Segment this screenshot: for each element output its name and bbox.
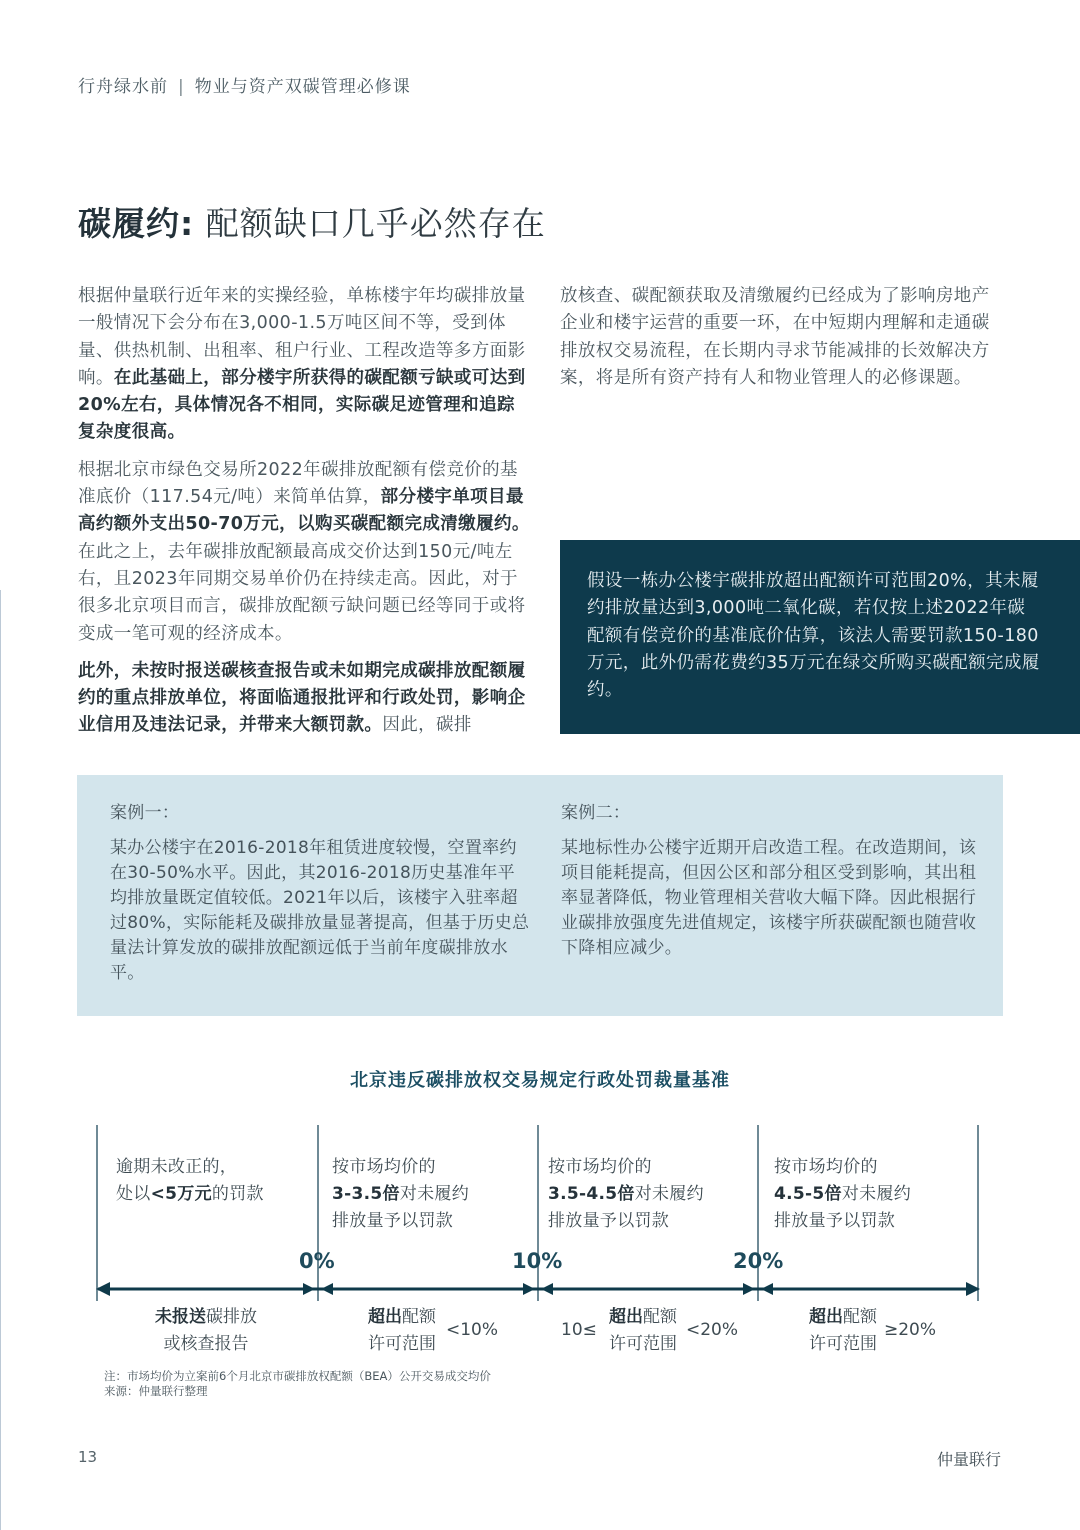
divider-line — [537, 1125, 539, 1301]
b3-bold: 超出 — [609, 1307, 643, 1327]
running-header — [78, 72, 411, 97]
p1-text: 根据仲量联行近年来的实操经验，单栋楼宇年均碳排放量一般情况下会分布在3,000-1.5万吨区间不等，受到体量、供热机制、出租率、租户行业、工程改造等多方面影响。 — [78, 286, 526, 388]
b2-line2: 许可范围 — [368, 1334, 436, 1354]
b2-line1 — [362, 1304, 442, 1331]
b1-line2: 或核查报告 — [163, 1334, 249, 1354]
chart-note — [104, 1369, 491, 1399]
note-line: 注：市场均价为立案前6个月北京市碳排放权配额（BEA）公开交易成交均价 — [104, 1369, 491, 1383]
bottom-label-2 — [362, 1304, 442, 1358]
arrowhead-10-left — [541, 1283, 553, 1295]
case-one-title: 案例一： — [110, 803, 180, 823]
paragraph-right: 放核查、碳配额获取及清缴履约已经成为了影响房地产企业和楼宇运营的重要一环，在中短期内理解和走通碳排放权交易流程，在长期内寻求节能减排的长效解决方案，将是所有资产持有人和物业管理人的必修课题。 — [560, 286, 990, 388]
seg4-line2 — [774, 1181, 911, 1208]
seg3-bold: 3.5-4.5倍 — [548, 1184, 635, 1204]
chart-title: 北京违反碳排放权交易规定行政处罚裁量基准 — [350, 1070, 730, 1091]
seg2-bold: 3-3.5倍 — [332, 1184, 400, 1204]
b4-rest: 配额 — [843, 1307, 877, 1327]
arrowhead-20-right — [743, 1283, 755, 1295]
case-two-text: 某地标性办公楼宇近期开启改造工程。在改造期间，该项目能耗提高，但因公区和部分租区受到影响，其出租率显著降低，物业管理相关营收大幅下降。因此根据行业碳排放强度先进值规定，该楼宇所获碳配额也随营收下降相应减少。 — [561, 838, 977, 958]
arrow-right-head — [966, 1282, 980, 1296]
b3-line2: 许可范围 — [609, 1334, 677, 1354]
b2-bold: 超出 — [368, 1307, 402, 1327]
paragraph-3 — [78, 658, 530, 740]
seg4-bold: 4.5-5倍 — [774, 1184, 842, 1204]
arrow-left-head — [96, 1282, 110, 1296]
penalty-segment-2 — [332, 1154, 469, 1235]
left-column — [78, 283, 530, 750]
arrowhead-10-right — [523, 1283, 535, 1295]
threshold-0-percent: 0% — [299, 1249, 335, 1273]
seg1-line1: 逾期未改正的， — [116, 1157, 238, 1177]
bottom-label-1 — [140, 1304, 272, 1358]
seg1-post: 的罚款 — [211, 1184, 264, 1204]
arrowhead-0-right — [303, 1283, 315, 1295]
footer-brand: 仲量联行 — [937, 1450, 1002, 1469]
seg2-suffix: 对未履约 — [399, 1184, 470, 1204]
p2-text1: 根据北京市绿色交易所2022年碳排放配额有偿竞价的基准底价（117.54元/吨）来简单估算， — [78, 459, 518, 508]
p1-bold: 在此基础上，部分楼宇所获得的碳配额亏缺或可达到20%左右，具体情况各不相同，实际碳足迹管理和追踪复杂度很高。 — [78, 367, 526, 443]
seg2-line3: 排放量予以罚款 — [332, 1211, 454, 1231]
b2-rest: 配额 — [402, 1307, 436, 1327]
seg4-line1: 按市场均价的 — [774, 1157, 878, 1177]
paragraph-1 — [78, 283, 530, 447]
penalty-segment-1 — [116, 1154, 264, 1208]
callout-text: 假设一栋办公楼宇碳排放超出配额许可范围20%，其未履约排放量达到3,000吨二氧化碳，若仅按上述2022年碳配额有偿竞价的基准底价估算，该法人需要罚款150-180万元，此外仍需花费约35万元在绿交所购买碳配额完成履约。 — [587, 571, 1040, 701]
right-column — [560, 283, 1006, 402]
header-separator: | — [178, 77, 185, 97]
p3-bold: 此外，未按时报送碳核查报告或未如期完成碳排放配额履约的重点排放单位，将面临通报批评和行政处罚，影响企业信用及违法记录，并带来大额罚款。 — [78, 660, 526, 736]
page-number: 13 — [78, 1448, 98, 1466]
arrowhead-20-left — [761, 1283, 773, 1295]
seg1-line2 — [116, 1181, 264, 1208]
penalty-segment-3 — [548, 1154, 704, 1235]
threshold-arrow-axis — [90, 1278, 986, 1300]
b1-rest: 碳排放 — [206, 1307, 257, 1327]
penalty-segment-4 — [774, 1154, 911, 1235]
bottom-label-4 — [803, 1304, 883, 1358]
p2-bold: 部分楼宇单项目最高约额外支出50-70万元，以购买碳配额完成清缴履约。 — [78, 487, 530, 535]
divider-line — [317, 1125, 319, 1301]
title-rest: 配额缺口几乎必然存在 — [194, 204, 546, 243]
p3-text: 因此，碳排 — [382, 715, 472, 736]
seg2-line1: 按市场均价的 — [332, 1157, 436, 1177]
source-line: 来源：仲量联行整理 — [104, 1384, 208, 1398]
b3-range: <20% — [686, 1320, 739, 1340]
threshold-10-percent: 10% — [512, 1249, 563, 1273]
case-one-text: 某办公楼宇在2016-2018年租赁进度较慢，空置率约在30-50%水平。因此，其2016-2018历史基准年平均排放量既定值较低。2021年以后，该楼宇入驻率超过80%，实际能耗及碳排放量显著提高，但基于历史总量法计算发放的碳排放配额远低于当前年度碳排放水平。 — [110, 838, 530, 983]
divider-line — [96, 1125, 98, 1301]
seg1-pre: 处以 — [116, 1184, 151, 1204]
p2-text2: 在此之上，去年碳排放配额最高成交价达到150元/吨左右，且2023年同期交易单价仍在持续走高。因此，对于很多北京项目而言，碳排放配额亏缺问题已经等同于或将变成一笔可观的经济成本。 — [78, 541, 526, 644]
b4-range: ≥20% — [884, 1320, 937, 1340]
b4-line1 — [803, 1304, 883, 1331]
page-title — [78, 198, 546, 245]
seg4-suffix: 对未履约 — [841, 1184, 912, 1204]
seg4-line3: 排放量予以罚款 — [774, 1211, 896, 1231]
threshold-20-percent: 20% — [733, 1249, 784, 1273]
b2-range: <10% — [446, 1320, 499, 1340]
b3-rest: 配额 — [643, 1307, 677, 1327]
seg3-line2 — [548, 1181, 704, 1208]
divider-line — [977, 1125, 979, 1301]
bottom-label-3 — [603, 1304, 683, 1358]
case-two-title: 案例二： — [561, 803, 631, 823]
b4-line2: 许可范围 — [809, 1334, 877, 1354]
seg3-line1: 按市场均价的 — [548, 1157, 652, 1177]
case-two — [561, 801, 977, 961]
b3-prefix: 10≤ — [561, 1320, 597, 1340]
course-name: 物业与资产双碳管理必修课 — [194, 77, 411, 97]
b1-line1 — [140, 1304, 272, 1331]
callout-box — [560, 540, 1080, 734]
b3-line1 — [603, 1304, 683, 1331]
case-one — [110, 801, 530, 986]
seg2-line2 — [332, 1181, 469, 1208]
arrowhead-0-left — [321, 1283, 333, 1295]
b4-bold: 超出 — [809, 1307, 843, 1327]
publication-name: 行舟绿水前 — [78, 77, 168, 97]
seg3-line3: 排放量予以罚款 — [548, 1211, 670, 1231]
title-strong: 碳履约: — [78, 204, 195, 243]
seg1-bold: <5万元 — [150, 1184, 212, 1204]
divider-line — [757, 1125, 759, 1301]
b1-bold: 未报送 — [155, 1307, 206, 1327]
page-edge-line — [0, 590, 1, 1530]
cases-box — [77, 775, 1003, 1016]
paragraph-2 — [78, 457, 530, 648]
seg3-suffix: 对未履约 — [634, 1184, 704, 1204]
